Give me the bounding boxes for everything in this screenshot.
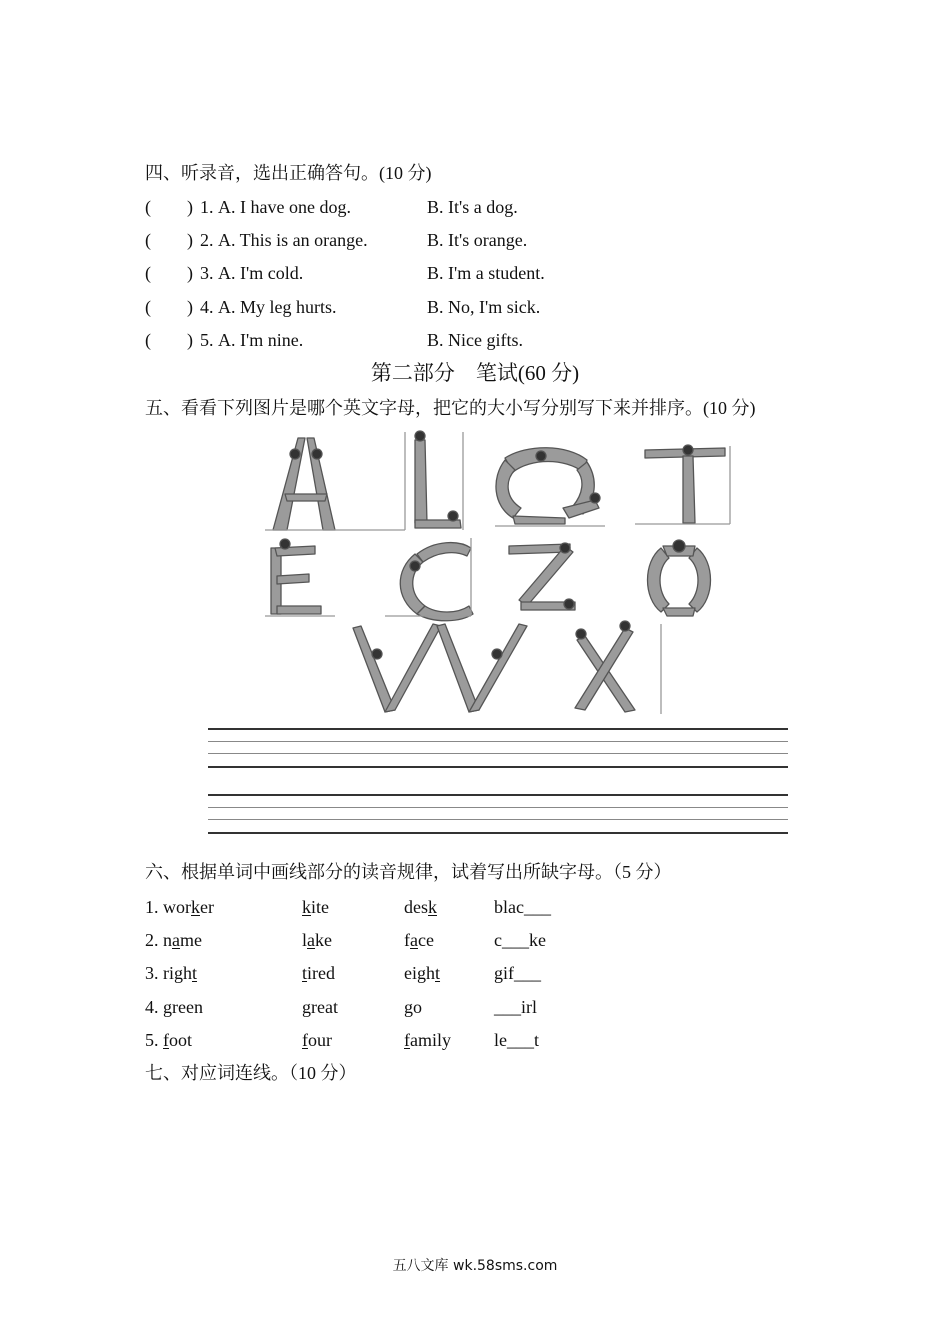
list-item xyxy=(145,330,523,350)
letter-e-figure xyxy=(265,539,335,616)
word-3: face xyxy=(404,930,434,950)
option-a: A. I have one dog. xyxy=(218,197,351,217)
letter-c-figure xyxy=(385,538,473,621)
row-number: 1. xyxy=(145,897,159,917)
writing-line xyxy=(208,728,788,730)
footer-watermark: 五八文库 wk.58sms.com xyxy=(392,1258,558,1274)
letter-x-figure xyxy=(575,621,661,714)
answer-paren-close: ) xyxy=(187,197,193,217)
row-number: 2. xyxy=(145,930,159,950)
writing-line xyxy=(208,819,788,820)
item-number: 2. xyxy=(200,230,214,250)
list-item xyxy=(145,230,528,250)
part2-title: 第二部分 笔试(60 分) xyxy=(370,361,580,385)
writing-line xyxy=(208,753,788,754)
answer-paren-open: ( xyxy=(145,197,151,217)
table-row xyxy=(145,897,551,917)
answer-paren-close: ) xyxy=(187,230,193,250)
word-2: great xyxy=(302,997,338,1017)
section5-title: 五、看看下列图片是哪个英文字母，把它的大小写分别写下来并排序。(10 分) xyxy=(145,398,756,418)
answer-paren-close: ) xyxy=(187,297,193,317)
answer-paren-open: ( xyxy=(145,263,151,283)
section4-title: 四、听录音，选出正确答句。(10 分) xyxy=(145,163,432,183)
word-3: desk xyxy=(404,897,437,917)
word-1: foot xyxy=(163,1030,193,1050)
section6-title: 六、根据单词中画线部分的读音规律，试着写出所缺字母。（5 分） xyxy=(145,862,672,882)
answer-paren-open: ( xyxy=(145,297,151,317)
letter-l-figure xyxy=(415,431,463,530)
fill-blank-word[interactable]: c___ke xyxy=(494,930,546,950)
writing-line xyxy=(208,807,788,808)
option-a: A. This is an orange. xyxy=(218,230,368,250)
answer-paren-open: ( xyxy=(145,330,151,350)
fill-blank-word[interactable]: blac___ xyxy=(494,897,551,917)
word-1: green xyxy=(163,997,203,1017)
word-1: right xyxy=(163,963,198,983)
list-item xyxy=(145,297,541,317)
list-item xyxy=(145,263,545,283)
word-1: name xyxy=(163,930,202,950)
table-row xyxy=(145,930,546,950)
row-number: 4. xyxy=(145,997,159,1017)
item-number: 1. xyxy=(200,197,214,217)
letter-o-figure xyxy=(648,540,711,616)
word-2: four xyxy=(302,1030,332,1050)
word-2: lake xyxy=(302,930,333,950)
answer-paren-close: ) xyxy=(187,330,193,350)
option-b: B. I'm a student. xyxy=(427,263,545,283)
table-row xyxy=(145,1030,539,1050)
list-item xyxy=(145,197,518,217)
fill-blank-word[interactable]: ___irl xyxy=(494,997,537,1017)
word-1: worker xyxy=(163,897,214,917)
item-number: 3. xyxy=(200,263,214,283)
word-3: eight xyxy=(404,963,441,983)
option-b: B. It's a dog. xyxy=(427,197,518,217)
writing-line xyxy=(208,741,788,742)
table-row xyxy=(145,997,537,1017)
writing-line xyxy=(208,766,788,768)
table-row xyxy=(145,963,541,983)
writing-line xyxy=(208,832,788,834)
word-2: kite xyxy=(302,897,329,917)
word-2: tired xyxy=(302,963,335,983)
alphabet-body-figures xyxy=(265,428,735,718)
letter-q-figure xyxy=(495,448,605,526)
section7-title: 七、对应词连线。（10 分） xyxy=(145,1063,357,1083)
answer-paren-open: ( xyxy=(145,230,151,250)
item-number: 5. xyxy=(200,330,214,350)
fill-blank-word[interactable]: gif___ xyxy=(494,963,541,983)
option-b: B. No, I'm sick. xyxy=(427,297,541,317)
word-3: family xyxy=(404,1030,451,1050)
option-a: A. I'm nine. xyxy=(218,330,304,350)
word-3: go xyxy=(404,997,422,1017)
option-b: B. It's orange. xyxy=(427,230,528,250)
fill-blank-word[interactable]: le___t xyxy=(494,1030,539,1050)
row-number: 5. xyxy=(145,1030,159,1050)
answer-paren-close: ) xyxy=(187,263,193,283)
letter-z-figure xyxy=(509,543,575,610)
letter-w-figure xyxy=(353,624,527,712)
option-b: B. Nice gifts. xyxy=(427,330,523,350)
writing-line xyxy=(208,794,788,796)
item-number: 4. xyxy=(200,297,214,317)
option-a: A. My leg hurts. xyxy=(218,297,337,317)
letter-a-figure xyxy=(265,432,405,530)
row-number: 3. xyxy=(145,963,159,983)
letter-t-figure xyxy=(635,445,730,524)
option-a: A. I'm cold. xyxy=(218,263,304,283)
